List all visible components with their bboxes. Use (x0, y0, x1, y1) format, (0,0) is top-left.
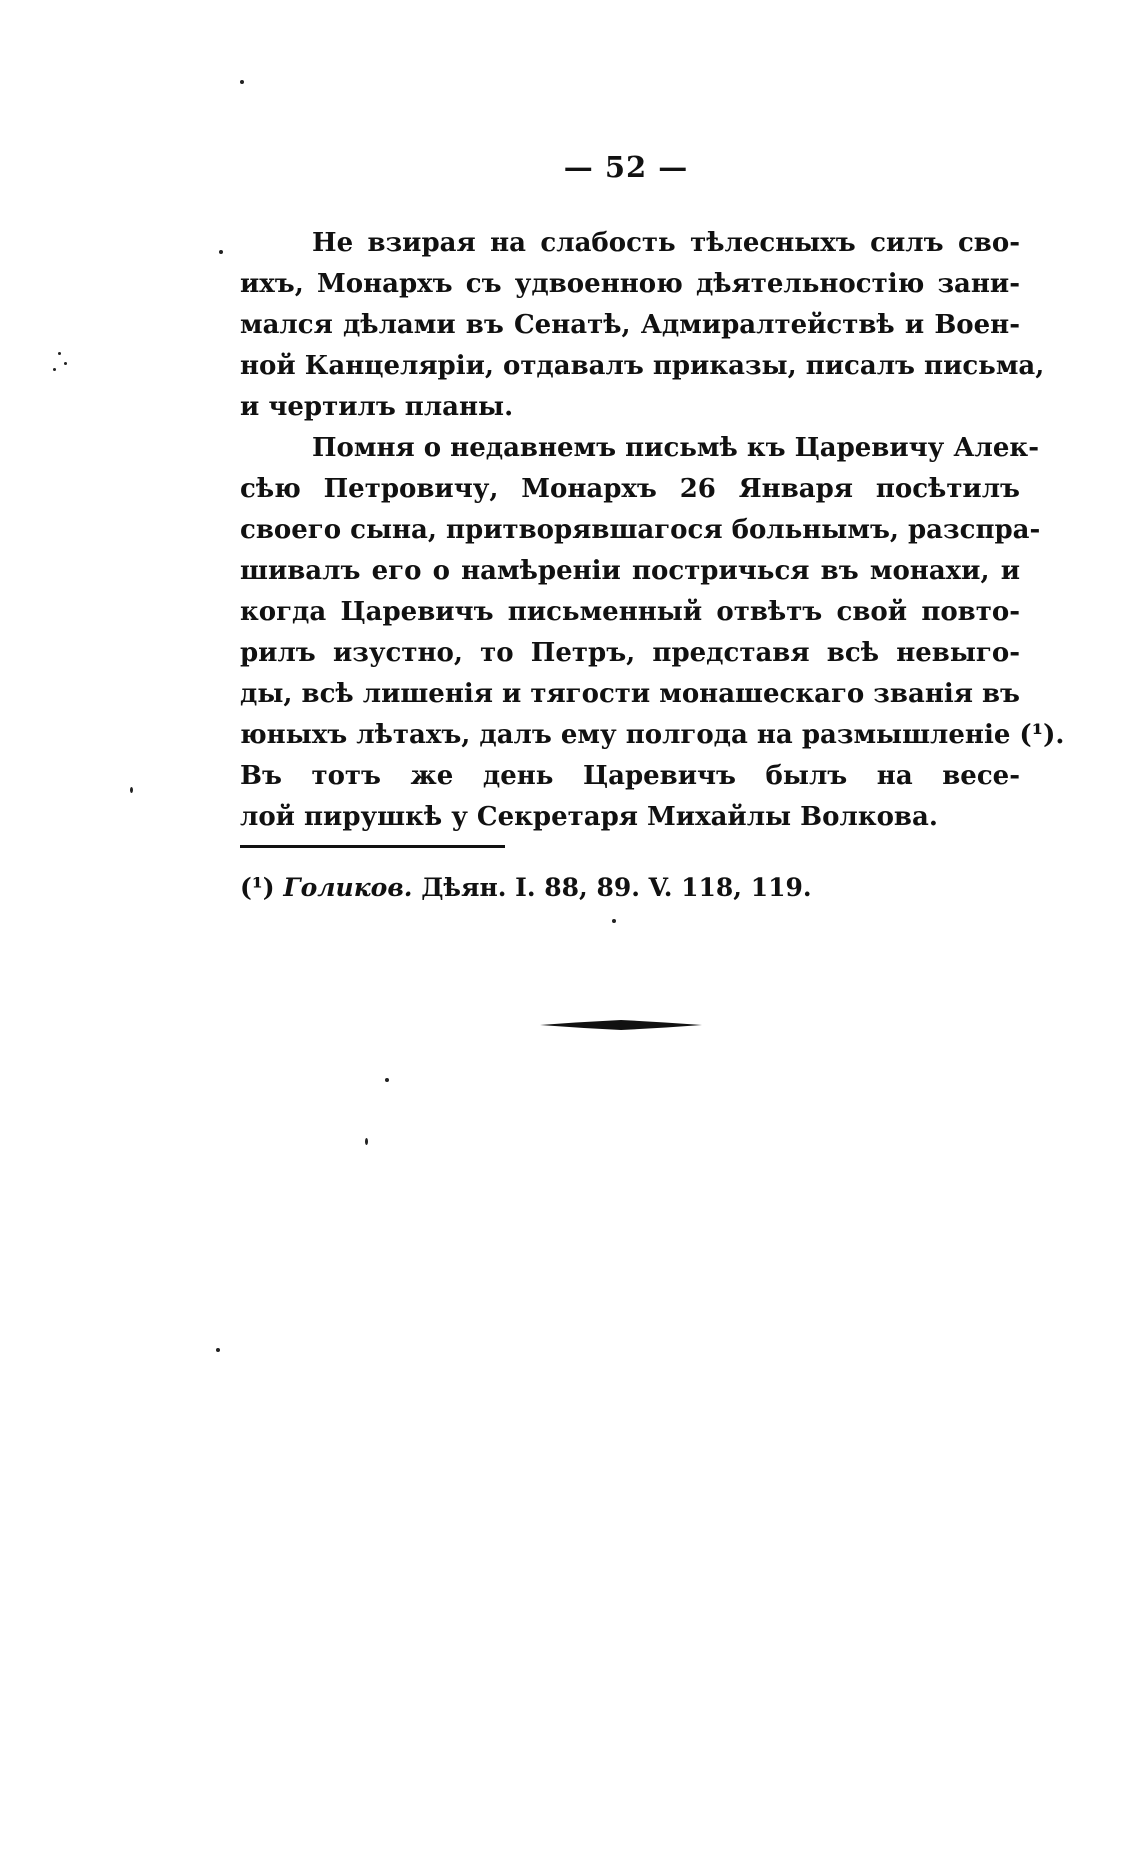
text-line: ды, всѣ лишенія и тягости монашескаго званія въ (240, 679, 1020, 709)
footnote-marker: (¹) (240, 873, 275, 902)
text-line: мался дѣлами въ Сенатѣ, Адмиралтействѣ и Воен- (240, 310, 1020, 340)
scan-speck (216, 1348, 220, 1352)
scan-speck (58, 352, 61, 355)
footnote (240, 868, 812, 908)
scan-speck (385, 1078, 389, 1082)
text-line: когда Царевичъ письменный отвѣтъ свой повто- (240, 597, 1020, 627)
text-line: юныхъ лѣтахъ, далъ ему полгода на размышленіе (¹). (240, 720, 1065, 750)
tailpiece-ornament (540, 1019, 702, 1031)
body-text (240, 223, 1065, 838)
text-line: Не взирая на слабость тѣлесныхъ силъ сво- (312, 228, 1020, 258)
text-line: Помня о недавнемъ письмѣ къ Царевичу Алек- (312, 433, 1039, 463)
text-line: шивалъ его о намѣреніи постричься въ монахи, и (240, 556, 1020, 586)
footnote-rule (240, 845, 505, 848)
scan-speck (612, 919, 616, 923)
scan-speck (53, 368, 56, 371)
text-line: ихъ, Монархъ съ удвоенною дѣятельностію зани- (240, 269, 1020, 299)
text-line: своего сына, притворявшагося больнымъ, разспра- (240, 515, 1041, 545)
text-line: и чертилъ планы. (240, 392, 514, 422)
text-line: рилъ изустно, то Петръ, представя всѣ невыго- (240, 638, 1020, 668)
scan-speck (365, 1138, 368, 1145)
text-line: Въ тотъ же день Царевичъ былъ на весе- (240, 761, 1020, 791)
scan-speck (240, 80, 244, 84)
scan-speck (219, 250, 223, 254)
text-line: ной Канцеляріи, отдавалъ приказы, писалъ письма, (240, 351, 1045, 381)
scan-speck (64, 362, 67, 365)
footnote-reference: Дѣян. I. 88, 89. V. 118, 119. (421, 873, 812, 902)
scan-speck (130, 787, 133, 793)
text-line: сѣю Петровичу, Монархъ 26 Января посѣтилъ (240, 474, 1020, 504)
footnote-author: Голиков. (283, 873, 413, 902)
text-line: лой пирушкѣ у Секретаря Михайлы Волкова. (240, 802, 938, 832)
page-number: — 52 — (563, 150, 689, 184)
